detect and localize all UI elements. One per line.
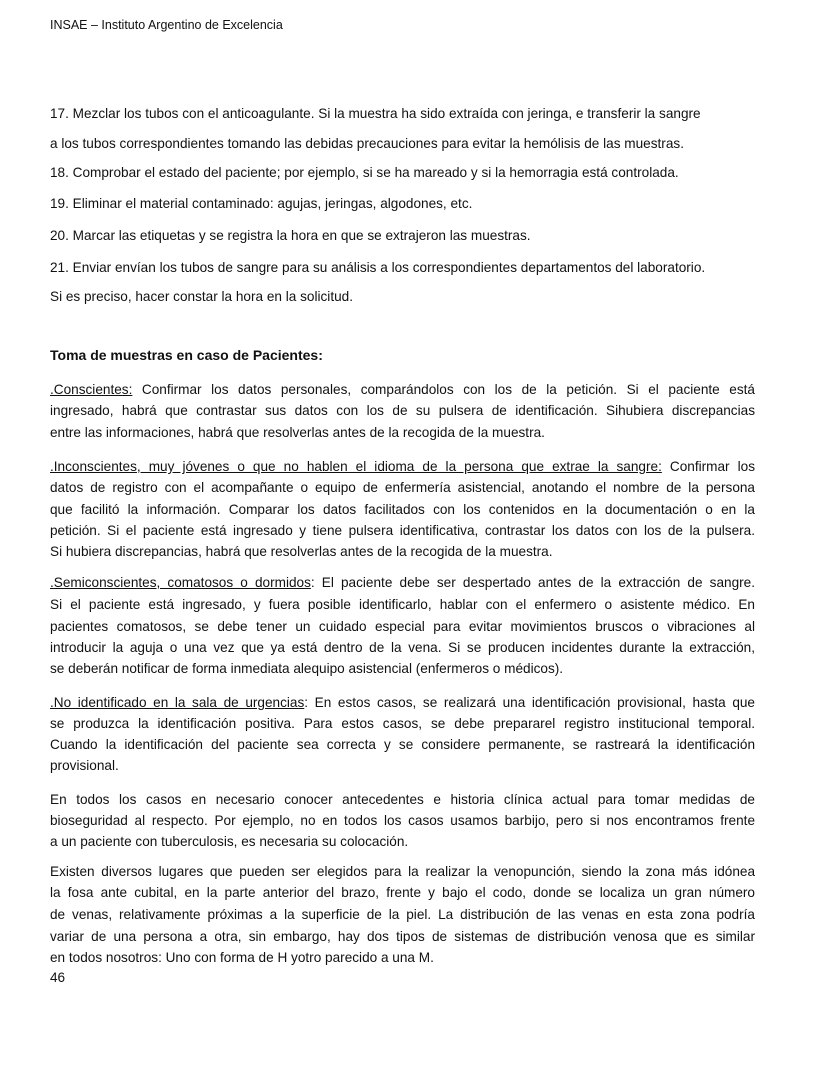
paragraph-line: .Inconscientes, muy jóvenes o que no hablen el idioma de la persona que extrae la sangre: Confirmar los: [50, 459, 755, 474]
list-line: Si es preciso, hacer constar la hora en la solicitud.: [50, 289, 353, 304]
paragraph-lead: .Conscientes:: [50, 382, 133, 397]
paragraph-line: En todos los casos en necesario conocer antecedentes e historia clínica actual para tomar medidas de: [50, 792, 755, 807]
paragraph-line: ingresado, habrá que contrastar sus datos con los de su pulsera de identificación. Sihubiera discrepancias: [50, 403, 755, 418]
paragraph-line: .Semiconscientes, comatosos o dormidos: El paciente debe ser despertado antes de la extracción de sangre.: [50, 575, 755, 590]
paragraph-line: Si el paciente está ingresado, y fuera posible identificarlo, hablar con el enfermero o asistente médico. En: [50, 597, 755, 612]
paragraph-line: .No identificado en la sala de urgencias: En estos casos, se realizará una identificación provisional, hasta que: [50, 695, 755, 710]
paragraph-line: pacientes comatosos, se debe tener un cuidado especial para evitar movimientos bruscos o vibraciones al: [50, 619, 755, 634]
paragraph-line: introducir la aguja o una vez que ya está dentro de la vena. Si se producen incidentes durante la extracción,: [50, 640, 755, 655]
paragraph-line: provisional.: [50, 758, 119, 773]
paragraph-line: que facilitó la información. Comparar los datos facilitados con los contenidos en la documentación o en la: [50, 502, 755, 517]
list-line: 17. Mezclar los tubos con el anticoagulante. Si la muestra ha sido extraída con jeringa, e transferir la sangre: [50, 106, 701, 121]
page-header: INSAE – Instituto Argentino de Excelencia: [50, 18, 283, 32]
paragraph-line: bioseguridad al respecto. Por ejemplo, no en todos los casos usamos barbijo, pero si nos encontramos frente: [50, 813, 755, 828]
section-title: Toma de muestras en caso de Pacientes:: [50, 347, 323, 363]
paragraph-line: se deberán notificar de forma inmediata alequipo asistencial (enfermeros o médicos).: [50, 661, 564, 676]
paragraph-line: a un paciente con tuberculosis, es necesaria su colocación.: [50, 834, 409, 849]
paragraph-lead: .Inconscientes, muy jóvenes o que no hablen el idioma de la persona que extrae la sangre:: [50, 459, 662, 474]
paragraph-line: .Conscientes: Confirmar los datos personales, comparándolos con los de la petición. Si el paciente está: [50, 382, 755, 397]
paragraph-line: Cuando la identificación del paciente sea correcta y se considere permanente, se rastreará la identificación: [50, 737, 755, 752]
list-line: 20. Marcar las etiquetas y se registra la hora en que se extrajeron las muestras.: [50, 228, 531, 243]
list-line: a los tubos correspondientes tomando las debidas precauciones para evitar la hemólisis de las muestras.: [50, 136, 684, 151]
list-line: 18. Comprobar el estado del paciente; por ejemplo, si se ha mareado y si la hemorragia está controlada.: [50, 165, 679, 180]
paragraph-line: variar de una persona a otra, sin embargo, hay dos tipos de sistemas de distribución venosa que es similar: [50, 929, 755, 944]
paragraph-lead: .No identificado en la sala de urgencias: [50, 695, 305, 710]
paragraph-line: se produzca la identificación positiva. Para estos casos, se debe prepararel registro institucional temporal.: [50, 716, 755, 731]
list-line: 19. Eliminar el material contaminado: agujas, jeringas, algodones, etc.: [50, 196, 473, 211]
paragraph-line: petición. Si el paciente está ingresado y tiene pulsera identificativa, contrastar los datos con los de la pulsera.: [50, 523, 755, 538]
paragraph-line: Si hubiera discrepancias, habrá que resolverlas antes de la recogida de la muestra.: [50, 544, 553, 559]
paragraph-line: entre las informaciones, habrá que resolverlas antes de la recogida de la muestra.: [50, 425, 545, 440]
paragraph-line: en todos nosotros: Uno con forma de H yotro parecido a una M.: [50, 950, 434, 965]
paragraph-line: de venas, relativamente próximas a la superficie de la piel. La distribución de las venas en esta zona podría: [50, 907, 755, 922]
list-line: 21. Enviar envían los tubos de sangre para su análisis a los correspondientes departamentos del laboratorio.: [50, 260, 706, 275]
page-number: 46: [50, 970, 66, 985]
paragraph-line: datos de registro con el acompañante o equipo de enfermería asistencial, anotando el nombre de la persona: [50, 480, 755, 495]
paragraph-line: la fosa ante cubital, en la parte anterior del brazo, frente y bajo el codo, donde se localiza un gran número: [50, 885, 755, 900]
paragraph-lead: .Semiconscientes, comatosos o dormidos: [50, 575, 311, 590]
paragraph-line: Existen diversos lugares que pueden ser elegidos para la realizar la venopunción, siendo la zona más idónea: [50, 864, 755, 879]
